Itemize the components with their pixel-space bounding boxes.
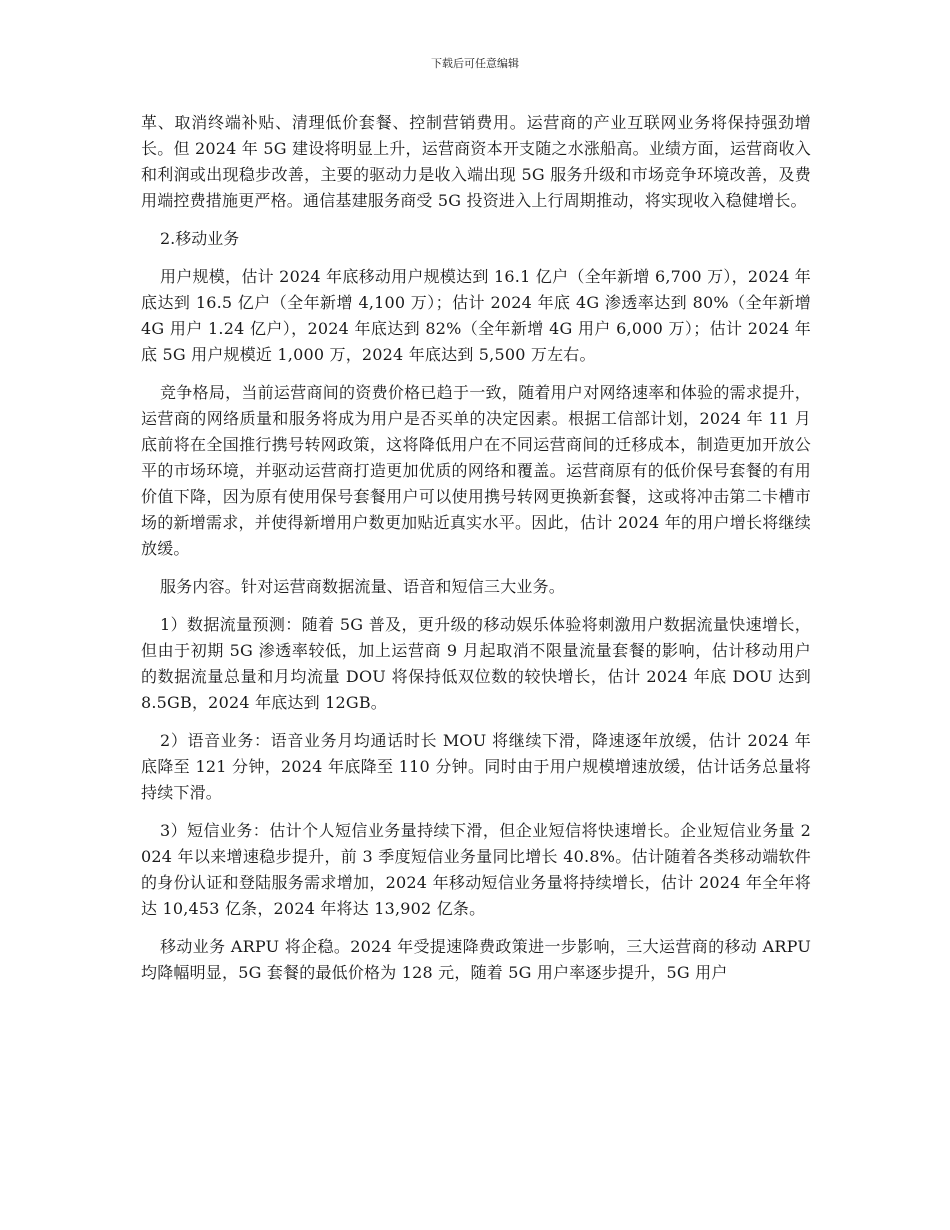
page-header: 下载后可任意编辑: [431, 57, 519, 70]
paragraph-data-traffic: 1）数据流量预测：随着 5G 普及，更升级的移动娱乐体验将刺激用户数据流量快速增长，但由于初期 5G 渗透率较低，加上运营商 9 月起取消不限量流量套餐的影响，估计移动用户的数据流量总量和月均流量 DOU 将保持低双位数的较快增长，估计 2024 年底 DOU 达到 8.5GB，2024 年底达到 12GB。: [141, 615, 811, 712]
paragraph-service-content: 服务内容。针对运营商数据流量、语音和短信三大业务。: [160, 577, 566, 596]
paragraph-sms: 3）短信业务：估计个人短信业务量持续下滑，但企业短信将快速增长。企业短信业务量 2024 年以来增速稳步提升，前 3 季度短信业务量同比增长 40.8%。估计随着各类移动端软件的身份认证和登陆服务需求增加，2024 年移动短信业务量将持续增长，估计 2024 年全年将达 10,453 亿条，2024 年将达 13,902 亿条。: [141, 821, 811, 918]
paragraph-carrier-outlook: 革、取消终端补贴、清理低价套餐、控制营销费用。运营商的产业互联网业务将保持强劲增长。但 2024 年 5G 建设将明显上升，运营商资本开支随之水涨船高。业绩方面，运营商收入和利润或出现稳步改善，主要的驱动力是收入端出现 5G 服务升级和市场竞争环境改善，及费用端控费措施更严格。通信基建服务商受 5G 投资进入上行周期推动，将实现收入稳健增长。: [141, 113, 811, 210]
document-body: [141, 110, 811, 998]
paragraph-user-scale: 用户规模，估计 2024 年底移动用户规模达到 16.1 亿户（全年新增 6,700 万），2024 年底达到 16.5 亿户（全年新增 4,100 万）；估计 2024 年底 4G 渗透率达到 80%（全年新增 4G 用户 1.24 亿户），2024 年底达到 82%（全年新增 4G 用户 6,000 万）；估计 2024 年底 5G 用户规模近 1,000 万，2024 年底达到 5,500 万左右。: [141, 267, 811, 364]
paragraph-arpu: 移动业务 ARPU 将企稳。2024 年受提速降费政策进一步影响，三大运营商的移动 ARPU 均降幅明显，5G 套餐的最低价格为 128 元，随着 5G 用户率逐步提升，5G 用户: [141, 937, 811, 982]
paragraph-voice: 2）语音业务：语音业务月均通话时长 MOU 将继续下滑，降速逐年放缓，估计 2024 年底降至 121 分钟，2024 年底降至 110 分钟。同时由于用户规模增速放缓，估计话务总量将持续下滑。: [141, 731, 811, 802]
section-heading-mobile-business: 2.移动业务: [160, 229, 240, 248]
paragraph-competition: 竞争格局，当前运营商间的资费价格已趋于一致，随着用户对网络速率和体验的需求提升，运营商的网络质量和服务将成为用户是否买单的决定因素。根据工信部计划，2024 年 11 月底前将在全国推行携号转网政策，这将降低用户在不同运营商间的迁移成本，制造更加开放公平的市场环境，并驱动运营商打造更加优质的网络和覆盖。运营商原有的低价保号套餐的有用价值下降，因为原有使用保号套餐用户可以使用携号转网更换新套餐，这或将冲击第二卡槽市场的新增需求，并使得新增用户数更加贴近真实水平。因此，估计 2024 年的用户增长将继续放缓。: [141, 383, 811, 558]
